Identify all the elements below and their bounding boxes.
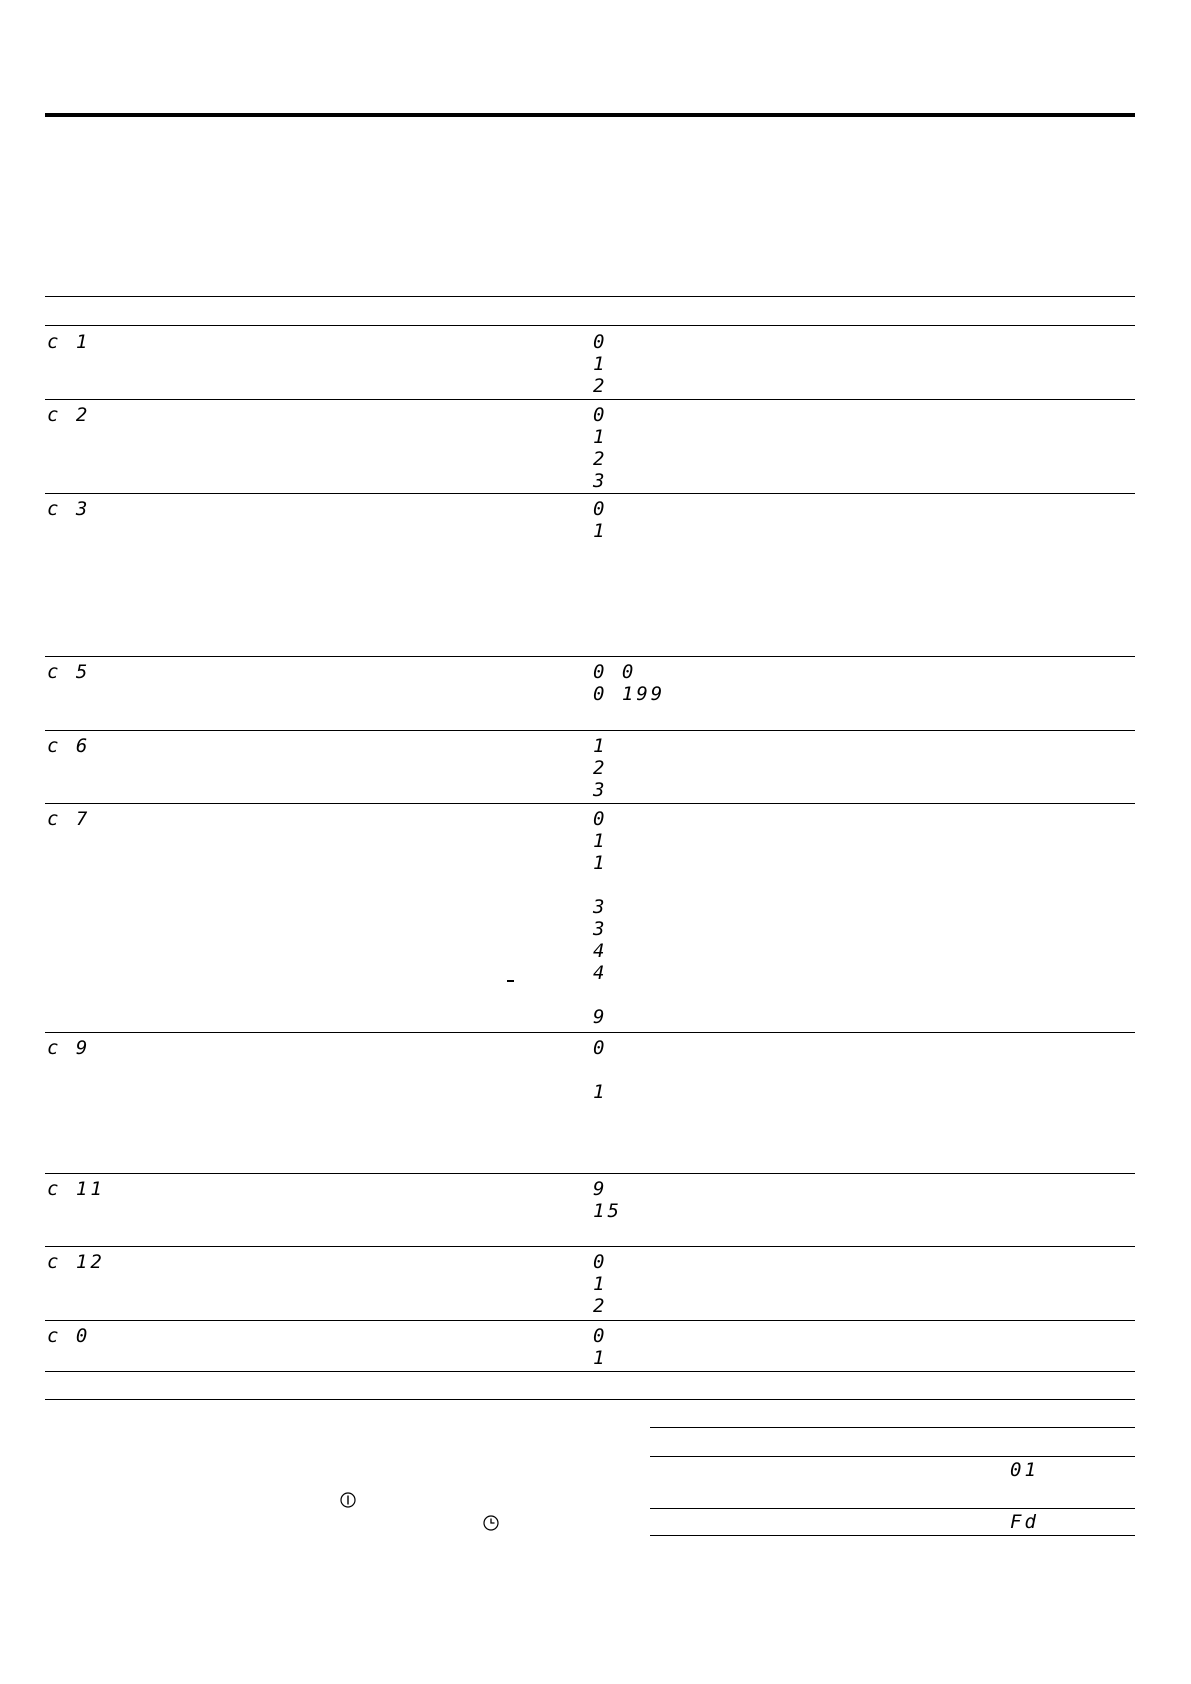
small-table-value: 01 [1010, 1459, 1039, 1481]
setting-code: c 11 [47, 1178, 105, 1200]
table-bottom-rule [45, 1371, 1135, 1372]
small-table-row-rule [650, 1508, 1135, 1509]
setting-value: 3 [593, 896, 608, 918]
setting-value: 2 [593, 1295, 608, 1317]
row-divider [45, 1032, 1135, 1033]
row-divider [45, 1173, 1135, 1174]
setting-code: c 12 [47, 1251, 105, 1273]
row-divider [45, 1320, 1135, 1321]
setting-value: 0 [593, 331, 608, 353]
setting-code: c 7 [47, 808, 91, 830]
setting-value: 15 [593, 1200, 622, 1222]
setting-value: 3 [593, 918, 608, 940]
row-divider [45, 1246, 1135, 1247]
setting-code: c 9 [47, 1037, 91, 1059]
setting-value: 1 [593, 735, 608, 757]
setting-value: 0 [593, 1251, 608, 1273]
setting-value: 0 [593, 1325, 608, 1347]
small-table-bottom-rule [650, 1535, 1135, 1536]
table-header-rule [45, 325, 1135, 326]
setting-value: 0 [593, 808, 608, 830]
row-divider [45, 399, 1135, 400]
header-rule [45, 113, 1135, 117]
setting-value: 2 [593, 757, 608, 779]
setting-value: 0 [593, 1037, 608, 1059]
setting-code: c 6 [47, 735, 91, 757]
setting-code: c 1 [47, 331, 91, 353]
setting-value: 1 [593, 353, 608, 375]
setting-value: 2 [593, 448, 608, 470]
setting-value: 1 [593, 852, 608, 874]
setting-value: 1 [593, 1273, 608, 1295]
setting-value: 1 [593, 1347, 608, 1369]
setting-value: 3 [593, 779, 608, 801]
setting-value: 1 [593, 830, 608, 852]
setting-value: 3 [593, 470, 608, 492]
row-divider [45, 730, 1135, 731]
setting-value: 0 0 [593, 661, 637, 683]
setting-code: c 2 [47, 404, 91, 426]
setting-value: 9 [593, 1006, 608, 1028]
setting-value: 1 [593, 426, 608, 448]
row-divider [45, 493, 1135, 494]
setting-value: 4 [593, 962, 608, 984]
clock-icon [483, 1515, 499, 1531]
table-top-rule [45, 296, 1135, 297]
setting-value: 1 [593, 1081, 608, 1103]
setting-value: 9 [593, 1178, 608, 1200]
setting-value: 4 [593, 940, 608, 962]
row-divider [45, 656, 1135, 657]
setting-value: 0 [593, 498, 608, 520]
row-divider [45, 803, 1135, 804]
setting-code: c 0 [47, 1325, 91, 1347]
section-rule [45, 1399, 1135, 1400]
setting-value: 0 199 [593, 683, 666, 705]
setting-code: c 5 [47, 661, 91, 683]
small-table-header-rule [650, 1456, 1135, 1457]
power-icon [340, 1492, 356, 1508]
setting-value: 1 [593, 520, 608, 542]
setting-value: 0 [593, 404, 608, 426]
small-table-value: Fd [1010, 1511, 1039, 1533]
small-table-top-rule [650, 1427, 1135, 1428]
setting-value: 2 [593, 375, 608, 397]
dash-mark [507, 980, 514, 982]
setting-code: c 3 [47, 498, 91, 520]
